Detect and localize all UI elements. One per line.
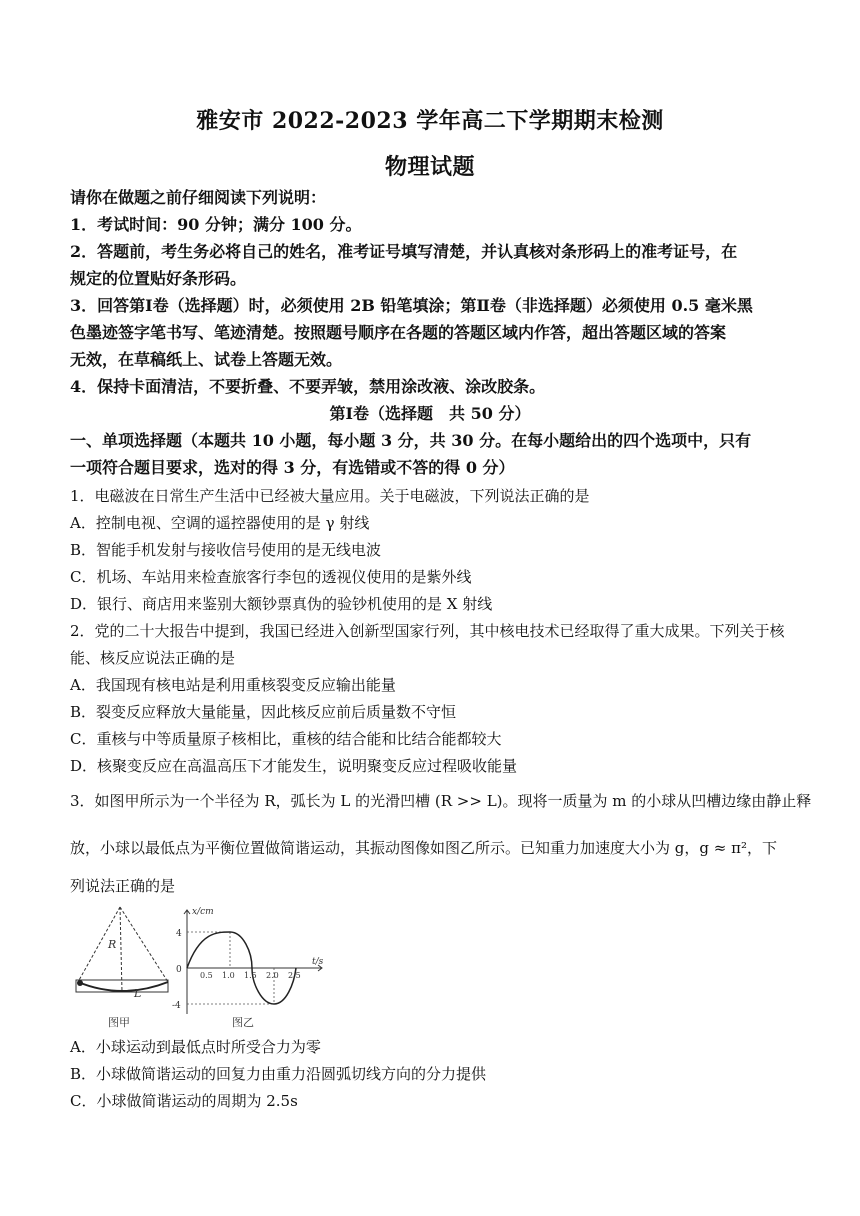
q2-option-b: B．裂变反应释放大量能量，因此核反应前后质量数不守恒 [70,703,457,721]
q3-option-a: A．小球运动到最低点时所受合力为零 [70,1038,321,1056]
instruction-3-line-1: 3．回答第Ⅰ卷（选择题）时，必须使用 2B 铅笔填涂；第Ⅱ卷（非选择题）必须使用 0.5 毫米黑 [70,296,753,315]
caption-left: 图甲 [108,1016,130,1029]
y-axis-label: x/cm [192,907,214,917]
exam-subtitle: 物理试题 [384,154,475,180]
instruction-2-line-1: 2．答题前，考生务必将自己的姓名，准考证号填写清楚，并认真核对条形码上的准考证号，在 [70,242,738,261]
q1-option-d: D．银行、商店用来鉴别大额钞票真伪的验钞机使用的是 X 射线 [70,595,493,613]
q1-option-b: B．智能手机发射与接收信号使用的是无线电波 [70,541,382,559]
q2-option-a: A．我国现有核电站是利用重核裂变反应输出能量 [70,676,396,694]
q3-figure-svg [72,902,332,1032]
caption-right: 图乙 [232,1016,254,1029]
instructions-intro: 请你在做题之前仔细阅读下列说明： [70,188,327,207]
x-tick-2-5: 2.5 [288,971,301,980]
x-tick-1-0: 1.0 [222,971,235,980]
x-tick-0-5: 0.5 [200,971,213,980]
vibration-graph [184,910,322,1014]
q3-option-b: B．小球做简谐运动的回复力由重力沿圆弧切线方向的分力提供 [70,1065,487,1083]
part-description-line-2: 一项符合题目要求，选对的得 3 分，有选错或不答的得 0 分） [70,458,515,477]
label-l: L [134,987,142,1000]
instruction-3-line-3: 无效，在草稿纸上、试卷上答题无效。 [70,350,343,369]
q1-stem: 1．电磁波在日常生产生活中已经被大量应用。关于电磁波，下列说法正确的是 [70,487,590,505]
groove-diagram [76,907,168,992]
instruction-1: 1．考试时间：90 分钟；满分 100 分。 [70,215,362,234]
y-tick-4: 4 [176,929,182,939]
q1-option-a: A．控制电视、空调的遥控器使用的是 γ 射线 [70,514,370,532]
instruction-2-line-2: 规定的位置贴好条形码。 [70,269,247,288]
section-heading: 第Ⅰ卷（选择题 共 50 分） [329,404,531,423]
x-axis-label: t/s [312,957,324,967]
q2-option-d: D．核聚变反应在高温高压下才能发生，说明聚变反应过程吸收能量 [70,757,518,775]
q3-stem-line-1: 3．如图甲所示为一个半径为 R，弧长为 L 的光滑凹槽 (R >> L)。现将一质量为 m 的小球从凹槽边缘由静止释 [70,792,812,810]
y-tick-0: 0 [176,965,182,975]
exam-title: 雅安市 2022-2023 学年高二下学期期末检测 [196,108,664,134]
q3-stem-line-2: 放，小球以最低点为平衡位置做简谐运动，其振动图像如图乙所示。已知重力加速度大小为 g，g ≈ π²，下 [70,839,777,857]
instruction-3-line-2: 色墨迹签字笔书写、笔迹清楚。按照题号顺序在各题的答题区域内作答，超出答题区域的答案 [70,323,727,342]
q2-stem-line-2: 能、核反应说法正确的是 [70,649,236,667]
x-tick-2-0: 2.0 [266,971,279,980]
q2-stem-line-1: 2．党的二十大报告中提到，我国已经进入创新型国家行列，其中核电技术已经取得了重大成果。下列关于核 [70,622,785,640]
label-r: R [108,938,117,951]
q3-figure [72,902,332,1032]
q2-option-c: C．重核与中等质量原子核相比，重核的结合能和比结合能都较大 [70,730,502,748]
q3-stem-line-3: 列说法正确的是 [70,877,176,895]
part-description-line-1: 一、单项选择题（本题共 10 小题，每小题 3 分，共 30 分。在每小题给出的四个选项中，只有 [70,431,752,450]
q1-option-c: C．机场、车站用来检查旅客行李包的透视仪使用的是紫外线 [70,568,472,586]
ball-icon [77,980,83,986]
instruction-4: 4．保持卡面清洁，不要折叠、不要弄皱，禁用涂改液、涂改胶条。 [70,377,546,396]
q3-option-c: C．小球做简谐运动的周期为 2.5s [70,1092,298,1110]
y-tick-minus-4: -4 [172,1001,181,1011]
x-tick-1-5: 1.5 [244,971,257,980]
